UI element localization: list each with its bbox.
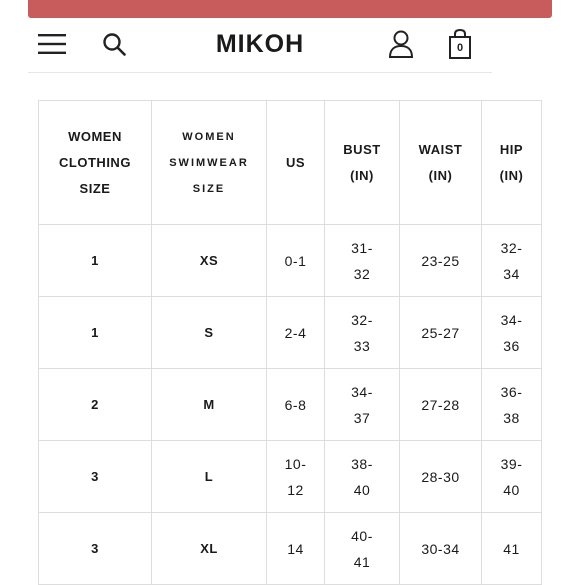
cell-line: 34-: [500, 311, 523, 328]
table-cell: [325, 513, 400, 585]
cell-line: 1: [91, 252, 99, 268]
cell-line: 31-: [351, 239, 373, 256]
table-cell: [400, 225, 482, 297]
cell-line: WOMEN: [182, 130, 236, 143]
cell-line: 12: [287, 481, 304, 498]
cell-line: M: [203, 396, 215, 412]
cell-line: 40: [503, 481, 520, 498]
brand-logo[interactable]: MIKOH: [215, 30, 305, 58]
cell-line: 37: [353, 409, 371, 426]
cell-line: S: [204, 324, 214, 340]
table-row: [39, 441, 542, 513]
table-cell: [39, 513, 152, 585]
cell-line: 32-: [500, 239, 523, 256]
cell-line: 41: [353, 553, 371, 570]
cell-line: 40: [353, 481, 371, 498]
table-cell: [267, 297, 325, 369]
cell-line: 32-: [351, 311, 373, 328]
header-bust: [325, 101, 400, 225]
table-cell: [39, 297, 152, 369]
header-women-swimwear-size: [152, 101, 267, 225]
table-cell: [267, 441, 325, 513]
table-cell: [325, 297, 400, 369]
table-cell: [482, 441, 542, 513]
cell-line: 3: [91, 540, 99, 556]
cell-line: SIZE: [79, 180, 111, 196]
cell-line: 2: [91, 396, 99, 412]
table-row: [39, 369, 542, 441]
cell-line: 41: [503, 540, 520, 557]
cell-line: 0-1: [284, 252, 307, 269]
table-cell: [39, 441, 152, 513]
header-hip: [482, 101, 542, 225]
cell-line: 3: [91, 468, 99, 484]
search-icon[interactable]: [102, 32, 126, 56]
table-cell: [325, 369, 400, 441]
cell-line: XL: [200, 540, 218, 556]
table-row: [39, 225, 542, 297]
site-header: [28, 18, 492, 73]
cell-line: 33: [353, 337, 371, 354]
cell-line: L: [204, 468, 214, 484]
cell-line: BUST: [343, 141, 381, 157]
cell-line: XS: [199, 252, 219, 268]
cell-line: 28-30: [421, 468, 460, 485]
header-waist: [400, 101, 482, 225]
table-cell: [267, 513, 325, 585]
table-cell: [482, 513, 542, 585]
cell-line: 32: [353, 265, 371, 282]
cell-line: HIP: [499, 141, 524, 157]
table-cell: [39, 369, 152, 441]
table-cell: [400, 297, 482, 369]
cell-line: 1: [91, 324, 99, 340]
cell-line: 10-: [284, 455, 307, 472]
table-cell: [325, 441, 400, 513]
table-cell: [482, 225, 542, 297]
size-chart-table: [38, 100, 542, 585]
table-cell: [325, 225, 400, 297]
cell-line: 34-: [351, 383, 373, 400]
cell-line: WOMEN: [68, 128, 122, 144]
table-header-row: [39, 101, 542, 225]
table-cell: [152, 297, 267, 369]
cell-line: 40-: [351, 527, 373, 544]
cell-line: (IN): [350, 167, 374, 183]
table-cell: [400, 441, 482, 513]
promo-bar: [28, 0, 552, 18]
cell-line: 39-: [500, 455, 523, 472]
table-cell: [267, 369, 325, 441]
cell-line: WAIST: [418, 141, 463, 157]
cell-line: 34: [503, 265, 520, 282]
cell-line: SWIMWEAR: [169, 156, 249, 169]
table-cell: [152, 441, 267, 513]
cell-line: 14: [287, 540, 304, 557]
cell-line: 25-27: [421, 324, 460, 341]
cell-line: 36-: [500, 383, 523, 400]
cell-line: 6-8: [284, 396, 307, 413]
cell-line: 38: [503, 409, 520, 426]
cell-line: (IN): [428, 167, 453, 183]
table-row: [39, 297, 542, 369]
table-cell: [39, 225, 152, 297]
header-women-clothing-size: [39, 101, 152, 225]
cell-line: SIZE: [192, 182, 226, 195]
table-cell: [482, 369, 542, 441]
cell-line: US: [285, 154, 306, 170]
cell-line: 38-: [351, 455, 373, 472]
cell-line: 2-4: [284, 324, 307, 341]
table-cell: [152, 369, 267, 441]
menu-icon[interactable]: [38, 33, 66, 55]
cell-line: (IN): [499, 167, 524, 183]
table-cell: [152, 225, 267, 297]
user-icon[interactable]: [388, 30, 414, 58]
table-row: [39, 513, 542, 585]
cell-line: 36: [503, 337, 520, 354]
header-us: [267, 101, 325, 225]
table-cell: [267, 225, 325, 297]
table-cell: [400, 513, 482, 585]
table-cell: [482, 297, 542, 369]
table-cell: [400, 369, 482, 441]
cell-line: 30-34: [421, 540, 460, 557]
cell-line: 27-28: [421, 396, 460, 413]
cell-line: 23-25: [421, 252, 460, 269]
cart-count: 0: [456, 42, 464, 54]
table-cell: [152, 513, 267, 585]
cell-line: CLOTHING: [59, 154, 131, 170]
